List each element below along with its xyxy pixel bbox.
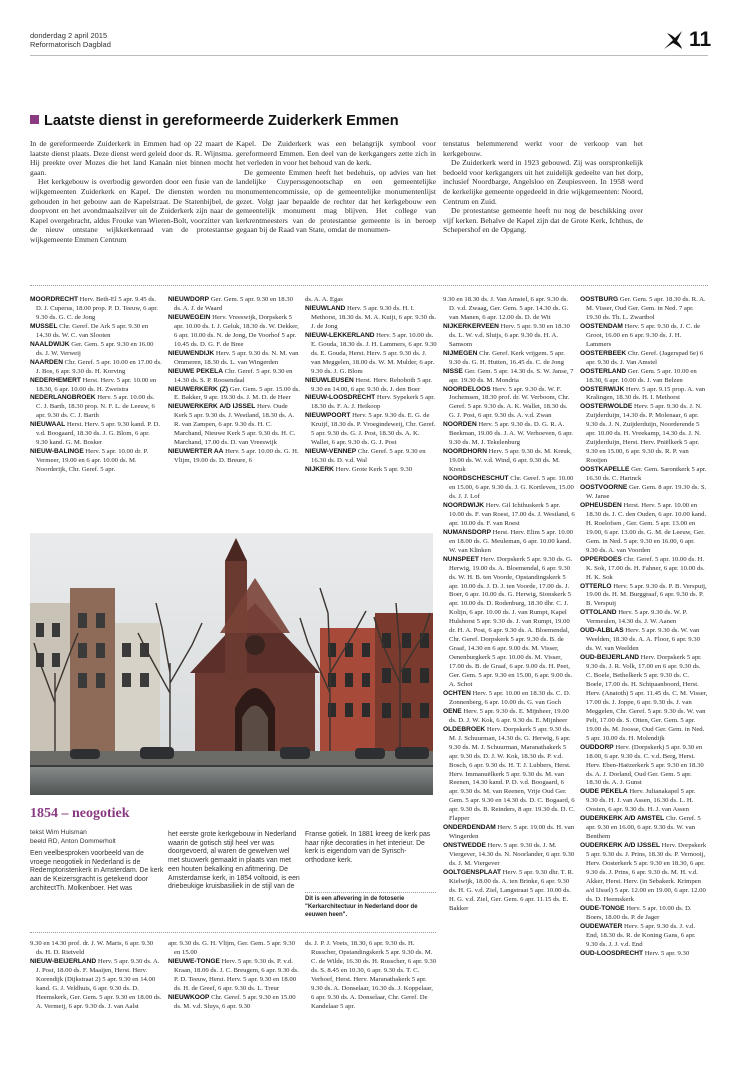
place-name: OPPERDOES	[580, 555, 622, 563]
service-times: Herv. 5 apr. 9.30 ds. J. N. Zuijderduijn, 14.30 ds. P. Molenaar, 6 apr. 9.30 ds. J. N. Zuijderduijn, Noorderende 5 apr. 10.00 ds. H. Vreekamp, 14.30 ds. J. N. Zuijderduijn, Herst. Herv. Pniëlkerk 5 apr. 9.30 en 15.00, 6 apr. 9.30 ds. R. P. van Rooijen	[586, 403, 702, 465]
listing-bottom-c	[305, 940, 437, 1062]
service-times: Herst. Herv. 5 apr. 10.00 en 18.30 ds. J. C. den Ouden, 6 apr. 10.00 kand. H. Roelofsen , Ger. Gem. 5 apr. 13.00 en 19.00, 6 apr. 13.00 ds. G. M. de Leeuw, Ger. Gem. in Ned. 5 apr. 9.30 en 16.00, 6 apr. 9.30 ds. A. van Voorden	[586, 501, 707, 554]
service-times: Herv. 5 apr. 9.30 ds. A. J. Post, 18.00 ds. F. Maaijen, Herst. Herv. Korendijk (Dijkstraat 2) 5 apr. 9.30 en 14.00 kand. G. J. Veldhuis, 6 apr. 9.30 ds. D. Heemskerk, Ger. Gem. 5 apr. 9.30 en 18.00 ds. A. Vermeij, 6 apr. 9.30 ds. J. van Aalst	[36, 957, 162, 1010]
list-item	[580, 556, 708, 583]
service-times: Chr. Geref. 5 apr. 9.30 en 15.00 ds. M. v.d. Sluys, 6 apr. 9.30	[174, 993, 296, 1010]
place-name: OOSTKAPELLE	[580, 466, 630, 474]
list-item	[580, 627, 708, 654]
list-item	[305, 296, 437, 305]
list-item	[168, 350, 300, 368]
place-name: NIEUW-VENNEP	[305, 448, 357, 456]
service-times: Herv. 5 apr. 10.00 dr. P. Vermeer, 19.00 en 6 apr. 10.00 ds. M. Noorderijk, Chr. Geref. 5 apr.	[36, 448, 149, 474]
place-name: NAARDEN	[30, 358, 63, 366]
section-divider	[30, 285, 708, 286]
caption-note-divider	[305, 892, 436, 893]
service-times: Herv. 5 apr. 9.30 ds. J. C. de Groot, 16.00 en 6 apr. 9.30 ds. J. H. Lammers	[586, 322, 701, 348]
header-meta	[30, 31, 111, 49]
place-name: NIEUWERTER AA	[168, 448, 224, 456]
caption-series-note: Dit is een aflevering in de fotoserie "Kerkarchitectuur in Nederland door de eeuwen heen".	[305, 896, 418, 918]
list-item	[168, 368, 300, 386]
service-times: Herv. Grote Kerk 5 apr. 9.30	[335, 466, 413, 474]
list-item	[443, 386, 575, 422]
place-name: OLDEBROEK	[443, 725, 486, 733]
list-item	[168, 403, 300, 448]
place-name: OOSTERWIJK	[580, 385, 625, 393]
list-item	[305, 940, 437, 1012]
place-name: NIEUWE-TONGE	[168, 957, 220, 965]
article-column-2	[236, 139, 436, 235]
list-item	[30, 377, 162, 395]
service-times: Herv. 5 apr. 9.15 prop. A. van Kralingen, 18.30 ds. H. I. Methorst	[586, 385, 706, 402]
service-times: Herv. 5 apr. 9.30	[644, 949, 690, 957]
service-times: Chr. Geref. 5 apr. 10.00 en 17.00 ds. J. Bos, 6 apr. 9.30 ds. H. Korving	[36, 358, 162, 375]
place-name: NEDERHEMERT	[30, 376, 81, 384]
list-item	[580, 923, 708, 950]
service-times: Herv. 5 apr. 9.30 ds. P. v.d. Kraan, 18.00 ds. J. C. Breugem, 6 apr. 9.30 ds. P. D. Teeuw, Herst. Herv. 5 apr. 9.30 en 18.00 ds. H. de Greef, 6 apr. 9.30 ds. L. Treur	[174, 957, 299, 992]
service-times: Chr. Geref. Kerk vrijgem. 5 apr. 9.30 ds. G. H. Hutten, 16.45 ds. C. de Jong	[449, 349, 565, 366]
list-item	[580, 842, 708, 905]
place-name: NUMANSDORP	[443, 528, 491, 536]
service-times: Herv. 5 apr. 9.30 ds. W. F. Jochemsen, 18.30 prof. dr. W. Verboom, Chr. Geref. 5 apr. 9.30 ds. A. K. Wallet, 18.30 ds. G. J. Post, 6 apr. 9.30 ds. A. v.d. Zwan	[449, 385, 570, 420]
list-item	[580, 788, 708, 815]
service-times: Ger. Gem. 5 apr. 9.30 en 18.30 ds. A. J. de Waard	[174, 296, 293, 312]
list-item	[580, 950, 708, 959]
place-name: OUD-ALBLAS	[580, 627, 624, 635]
list-item	[30, 296, 162, 323]
listing-column-b	[168, 296, 300, 532]
service-times: Ger. Gem. 5 apr. 15.00 ds. E. Bakker, 9 apr. 19.30 ds. J. M. D. de Heer	[174, 385, 300, 402]
service-times: Herv. 5 apr. 10.00 ds. D. Boers, 18.00 ds. P. de Jager	[586, 904, 692, 921]
service-times: Herv. 5 apr. 9.30 ds. D. G. R. A. Beekman, 19.00 ds. J. A. W. Verhoeven, 6 apr. 9.30 ds. M. J. Tekelenburg	[449, 421, 573, 447]
photo-caption-title: 1854 – neogotiek	[30, 806, 130, 821]
list-item	[30, 448, 162, 475]
list-item	[580, 654, 708, 744]
place-name: NOORDEN	[443, 421, 477, 429]
list-item	[580, 403, 708, 466]
list-item	[443, 869, 575, 914]
list-item	[580, 296, 708, 323]
place-name: NIEUWENDIJK	[168, 349, 215, 357]
list-item	[305, 448, 437, 466]
headline-square-icon	[30, 115, 39, 124]
service-times: Ger. Gem. 5 apr. 10.00 en 18.30, 6 apr. 10.00 ds. J. van Belzen	[586, 367, 697, 384]
list-item	[443, 475, 575, 502]
place-name: NIEUW-LEKKERLAND	[305, 331, 375, 339]
service-times: Herv. Vreeswijk, Dorpskerk 5 apr. 10.00 ds. I. J. Geluk, 18.30 ds. W. Dekker, 6 apr. 10.00 ds. N. de Jong, De Voorhof 5 apr. 10.45 ds. D. G. F. de Bree	[174, 313, 299, 348]
list-item	[443, 529, 575, 556]
service-times: Herv. 5 apr. 9.30 ds. W. van Weelden, 18.30 ds. A. A. Floor, 6 apr. 9.30 ds. W. van Weelden	[586, 627, 700, 653]
article-paragraph: tenstatus belemmerend werkt voor de verkoop van het kerkgebouw.	[443, 139, 643, 158]
service-times: Herv. Julianakapel 5 apr. 9.30 ds. H. J. van Assen, 16.30 ds. L. H. Oosten, 6 apr. 9.30 ds. H. J. van Assen	[586, 788, 696, 814]
service-times: apr. 9.30 ds. G. H. Vlijm, Ger. Gem. 5 apr. 9.30 en 15.00	[168, 940, 295, 956]
list-item	[443, 556, 575, 690]
list-item	[443, 726, 575, 824]
credit-text: tekst Wim Hulsman	[30, 829, 87, 836]
service-times: Ger. Gem. 5 apr. 18.30 ds. R. A. M. Visser, Oud Ger. Gem. in Ned. 7 apr. 19.30 ds. Th. L. Zwartbol	[586, 296, 706, 321]
header-date: donderdag 2 april 2015	[30, 31, 108, 40]
service-times: Herv. (Dorpskerk) 5 apr. 9.30 en 18.00, 6 apr. 9.30 ds. C. v.d. Berg, Herst. Herv. Eben-Haëzerkerk 5 apr. 9.30 en 18.30 ds. A. J. Dorland, Oud Ger. Gem. 5 apr. 18.30 ds. A. J. Gunst	[586, 743, 704, 787]
listing-column-a	[30, 296, 162, 532]
list-item	[168, 958, 300, 994]
place-name: OENE	[443, 707, 462, 715]
service-times: Herv. Gil Ichthuskerk 5 apr. 10.00 ds. F. van Roest, 17.00 ds. J. Westland, 6 apr. 10.00 ds. F. van Roest	[449, 501, 575, 527]
article-paragraph: Kapel. De Zuiderkerk was een belangrijk symbool voor gereformeerd Emmen. Een deel van de kerkgangers zette zich in het verleden in voor het behoud van de kerk.	[236, 139, 436, 168]
place-name: NIEUWPOORT	[305, 412, 351, 420]
service-times: ds. J. P. J. Voets, 18.30, 6 apr. 9.30 ds. H. Russcher, Opstandingskerk 5 apr. 9.30 ds. M. C. de Wilde, 16.30 ds. H. Russcher, 6 apr. 9.30 ds. S. 8.45 en 10.30, 6 apr. 9.30 ds. T. C. Verhoef, Herst. Herv. Maranathakerk 5 apr. 9.30 ds. A. Donselaar, 16.30 ds. J. Koppelaar, 6 apr. 9.30 ds. A. Donselaar, Chr. Geref. De Kandelaar 5 apr.	[305, 940, 437, 1010]
service-times: 9.30 en 14.30 prof. dr. J. W. Maris, 6 apr. 9.30 ds. H. D. Rietveld	[30, 940, 154, 956]
list-item	[443, 350, 575, 368]
church-photo	[30, 533, 433, 795]
service-times: Herv. Beth-El 5 apr. 9.45 ds. D. J. Cuperus, 18.00 prop. P. D. Teeuw, 6 apr. 9.30 ds. G. C. de Jong	[36, 296, 158, 321]
service-times: Herv. 5 apr. 9.30 dhr. T. R. Kielwijk, 18.00 ds. A. ten Brinke, 6 apr. 9.30 ds. H. G. v.d. Ziel, Langstraat 5 apr. 10.00 ds. H. G. v.d. Ziel, Ger. Gem. 6 apr. 11.15 ds. E. Bakker	[449, 869, 574, 912]
place-name: OOSTENDAM	[580, 322, 623, 330]
service-times: Chr. Geref. 5 apr. 9.30 en 16.30 ds. D. v.d. Wal	[311, 448, 426, 465]
place-name: NOORDELOOS	[443, 385, 491, 393]
list-item	[30, 421, 162, 448]
list-item	[580, 386, 708, 404]
article-paragraph: De Zuiderkerk werd in 1923 gebouwd. Zij was oorspronkelijk bedoeld voor kerkgangers uit het zuidelijk gedeelte van het dorp, inclusief Noordbarge, Angelsloo en Zeupiesveen. In 1958 werd de kerkelijke gemeente opgedeeld in drie wijkgemeenten: Noord, Centrum en Zuid.	[443, 158, 643, 206]
service-times: Chr. Geref. 5 apr. 9.30 en 14.30 ds. S. P. Roosendaal	[174, 367, 293, 384]
place-name: ONSTWEDDE	[443, 842, 486, 850]
list-item	[30, 940, 162, 958]
service-times: Herv. Sypekerk 5 apr. 18.30 ds. F. A. J. Heikoop	[311, 394, 435, 411]
place-name: NIEUWERKERK (Z)	[168, 385, 229, 393]
list-item	[443, 842, 575, 869]
place-name: NISSE	[443, 367, 463, 375]
list-item	[168, 386, 300, 404]
list-item	[168, 940, 300, 958]
listing-bottom-a	[30, 940, 162, 1062]
place-name: OOSTERBEEK	[580, 349, 627, 357]
place-name: NIEUW-BEIJERLAND	[30, 957, 97, 965]
article-headline	[30, 113, 399, 129]
listing-column-d	[443, 296, 575, 1062]
list-item	[305, 305, 437, 332]
service-times: Herst. Herv. Elim 5 apr. 10.00 en 18.00 ds. G. Meuleman, 6 apr. 10.00 kand. W. van Klinken	[449, 528, 574, 554]
service-times: Herv. 5 apr. 10.00 en 18.30 ds. C. D. Zonnenberg, 6 apr. 10.00 ds. G. van Goch	[449, 689, 571, 706]
service-times: Herv. Dorpskerk 5 apr. 9.30 ds. M. J. Schuurman, 14.30 ds. G. Herwig, 6 apr. 9.30 ds. M. J. Schuurman, Maranathakerk 5 apr. 9.30 ds. D. J. W. Kok, 18.30 ds. P. v.d. Bosch, 6 apr. 9.30 ds. H. T. J. Lubbers, Herst. Herv. Immanuëlkerk 5 apr. 9.30 ds. M. van Reenen, 14.30 kand. P. D. v.d. Boogaard, 6 apr. 9.30 ds. M. van Reenen, Vrije Oud Ger. Gem. 5 apr. 9.30 en 14.30 ds. D. C. Bogaard, 6 apr. 9.30 ds. B. Reinders, 8 apr. 19.30 ds. D. C. Flapper	[449, 725, 575, 823]
list-item	[580, 466, 708, 484]
place-name: NOORDWIJK	[443, 501, 485, 509]
place-name: OOSTERLAND	[580, 367, 627, 375]
service-times: Ger. Gem. 5 apr. 14.30 ds. S. W. Janse, 7 apr. 19.30 ds. M. Mondria	[449, 367, 574, 384]
service-times: Herv. 5 apr. 9.30 ds. E. Mijnheer, 19.00 ds. D. J. W. Kok, 6 apr. 9.30 ds. E. Mijnheer	[449, 707, 569, 724]
service-times: Herv. 5 apr. 9.30 ds. H. I. Methorst, 18.30 ds. M. A. Kuijt, 6 apr. 9.30 ds. J. de Jong	[311, 304, 437, 330]
article-paragraph: In de gereformeerde Zuiderkerk in Emmen had op 22 maart de laatste dienst plaats. Deze dienst werd geleid door ds. R. Wijnsma. Hij preekte over Mozes die het land Kanaän niet binnen mocht gaan.	[30, 139, 233, 177]
service-times: Ger. Gem. 8 apr. 19.30 ds. S. W. Janse	[586, 484, 707, 500]
service-times: Herv. 5 apr. 9.30 ds. M. Kreuk, 19.00 ds. W. v.d. Wind, 6 apr. 9.30 ds. M. Kreuk	[449, 448, 572, 474]
article-paragraph: De protestantse gemeente heeft nu nog de beschikking over vijf kerken. Behalve de Kapel zijn dat de Grote Kerk, Ichthus, de Schepershof en de Opgang.	[443, 206, 643, 235]
section-divider	[30, 932, 436, 933]
list-item	[305, 394, 437, 412]
place-name: NIEUWLEUSEN	[305, 376, 354, 384]
list-item	[30, 341, 162, 359]
place-name: NOORDSCHESCHUT	[443, 475, 509, 483]
service-times: Herv. Oude Kerk 5 apr. 9.30 ds. J. Westland, 18.30 ds. A. R. van Zampen, 6 apr. 9.30 ds. H. C. Marchand, Nieuwe Kerk 5 apr. 9.30 ds. H. C. Marchand, 17.00 ds. D. van Vreeswijk	[174, 403, 296, 447]
list-item	[443, 323, 575, 350]
service-times: Herst. Herv. 5 apr. 10.00 en 18.30, 6 apr. 10.00 ds. H. Zweistra	[36, 376, 157, 393]
list-item	[168, 448, 300, 466]
place-name: OTTERLO	[580, 582, 612, 590]
listing-bottom-b	[168, 940, 300, 1062]
article-title: Laatste dienst in gereformeerde Zuiderkerk Emmen	[44, 113, 399, 129]
place-name: OUDERKERK A/D AMSTEL	[580, 815, 665, 823]
place-name: NIEUWEGEIN	[168, 313, 211, 321]
service-times: Chr. Geref. 5 apr. 9.30 en 16.00, 6 apr. 9.30 ds. W. van Benthem	[586, 815, 701, 841]
list-item	[30, 359, 162, 377]
service-times: Herv. 5 apr. 10.00 ds. G. H. Vlijm, 19.00 ds. D. Breure, 6	[174, 448, 299, 465]
list-item	[580, 905, 708, 923]
list-item	[443, 690, 575, 708]
photo-credits	[30, 829, 116, 846]
list-item	[305, 412, 437, 448]
list-item	[580, 350, 708, 368]
service-times: Chr. Geref. (Jagerspad 6e) 6 apr. 9.30 ds. J. Van Amstel	[586, 349, 704, 366]
place-name: OOSTERWOLDE	[580, 403, 633, 411]
service-times: Herv. 5 apr. 9.30 ds. W. P. Vermeulen, 14.30 ds. J. W. Aanen	[586, 609, 688, 626]
place-name: OTTOLAND	[580, 609, 617, 617]
place-name: OUD-BEIJERLAND	[580, 654, 639, 662]
list-item	[580, 583, 708, 610]
listing-column-c	[305, 296, 437, 532]
service-times: 9.30 en 18.30 ds. J. Van Amstel, 6 apr. 9.30 ds. D. v.d. Zwaag, Ger. Gem. 5 apr. 14.30 ds. G. van Manen, 6 apr. 12.00 ds. D. de Wit	[443, 296, 569, 321]
article-paragraph: Het kerkgebouw is overbodig geworden door een fusie van de wijkgemeenten Zuiderkerk en Kapel. De diensten worden nu gehouden in het gebouw aan de Kapelstraat. De Statenbijbel, de doopvont en het avondmaalszilver uit de Zuiderkerk zijn naar de Kapel overgebracht, aldus Frouke van Wieren-Bolt, voorzitter van de nieuw ontstane wijkkerkenraad van de protestantse wijkgemeente Emmen Centrum	[30, 177, 233, 244]
place-name: OUDEWATER	[580, 922, 623, 930]
list-item	[580, 744, 708, 789]
service-times: Herst. Herv. 5 apr. 9.30 kand. P. D. v.d. Boogaard, 18.30 ds. J. G. Blom, 6 apr. 9.30 kand. G. M. Bosker	[36, 421, 161, 447]
place-name: MUSSEL	[30, 322, 58, 330]
place-name: NIEUWERKERK A/D IJSSEL	[168, 403, 256, 411]
list-item	[305, 466, 437, 475]
page-number: 11	[689, 28, 712, 51]
place-name: OPHEUSDEN	[580, 501, 622, 509]
place-name: OOSTBURG	[580, 296, 619, 303]
service-times: Herv. Dorpskerk 5 apr. 9.30 ds. J. R. Volk, 17.00 en 6 apr. 9.30 ds. C. Boele, Bethelkerk 5 apr. 9.30 ds. C. Boele, 17.00 ds. H. Schipaanboord, Herst. Herv. (Anatoth) 5 apr. 11.45 ds. C. M. Visser, 17.00 ds. J. Joppe, 6 apr. 9.30 ds. J. van Meggelen, Chr. Geref. 5 apr. 9.30 ds. W. van Pelt, 17.00 ds. S. Otten, Ger. Gem. 5 apr. 19.00 ds. M. Joosse, Oud Ger. Gem. in Ned. 5 apr. 10.00 ds. H. Molendijk	[586, 654, 708, 742]
place-name: ONDERDENDAM	[443, 824, 496, 832]
place-name: NAALDWIJK	[30, 340, 70, 348]
service-times: Herv. 5 apr. 9.30 ds. E. G. de Kruijf, 18.30 ds. P. Vroegindeweij, Chr. Geref. 5 apr. 9.30 ds. G. J. Post, 18.30 ds. A. K. Wallet, 6 apr. 9.30 ds. G. J. Post	[311, 412, 436, 447]
place-name: OUDERKERK A/D IJSSEL	[580, 842, 660, 850]
caption-column-1: Een veelbesproken voorbeeld van de vroege neogotiek in Nederland is de Redemptoristenkerk in Amsterdam. De kerk aan de Keizersgracht is getekend door architectTh. Molkenboer. Het was	[30, 850, 164, 892]
list-item	[30, 394, 162, 421]
place-name: NEDERLANGBROEK	[30, 394, 96, 402]
list-item	[168, 994, 300, 1012]
service-times: Herv. 5 apr. 9.30 ds. P. B. Verspuij, 19.00 ds. H. M. Burggraaf, 6 apr. 9.30 ds. P. B. Verspuij	[586, 582, 707, 608]
list-item	[305, 377, 437, 395]
place-name: NIEUWLAND	[305, 304, 346, 312]
place-name: OOLTGENSPLAAT	[443, 869, 501, 876]
place-name: OUDE-TONGE	[580, 904, 625, 912]
list-item	[305, 332, 437, 377]
list-item	[580, 502, 708, 556]
header-divider	[30, 55, 708, 56]
list-item	[580, 815, 708, 842]
service-times: Herv. 5 apr. 19.00 ds. H. van Wingerden	[449, 824, 575, 841]
place-name: OOSTVOORNE	[580, 484, 628, 492]
place-name: OUDDORP	[580, 743, 614, 751]
caption-column-3: Franse gotiek. In 1881 kreeg de kerk pas haar rijke decoraties in het interieur. De kerk is eigendom van de Syrisch-orthodoxe kerk.	[305, 831, 431, 865]
place-name: NIJKERK	[305, 466, 334, 474]
credit-photo: beeld RD, Anton Dommerholt	[30, 837, 116, 845]
service-times: ds. A. A. Egas	[305, 296, 343, 303]
article-paragraph: De gemeente Emmen heeft het bedehuis, op advies van het landelijke Cuyperssgenootschap en een gemeentelijke monumentencommissie, op de gemeentelijke monumentenlijst gezet. Volgt jaar bepaalde de rechter dat het kerkgebouw een gemeentelijk monument mag blijven. Het college van kerkrentmeesters van de protestantse gemeente is in beroep gegaan bij de Raad van State, omdat de monumen-	[236, 167, 436, 235]
list-item	[443, 502, 575, 529]
place-name: OCHTEN	[443, 689, 471, 697]
service-times: Herv. Dorpskerk 5 apr. 9.30 ds. J. Prins, 18.30 ds. P. Vernooij, Herv. Oosterkerk 5 apr. 9.30 en 18.30, 6 apr. 9.30 ds. J. Prins, 6 apr. 9.30 ds. M. H. v.d. Akker, Herst. Herv. (in Sebakerk. Krimpen a/d IJssel) 5 apr. 12.00 en 19.00, 6 apr. 12.00 ds. D. Heemskerk	[586, 842, 707, 903]
place-name: MOORDRECHT	[30, 296, 78, 303]
list-item	[443, 421, 575, 448]
service-times: Chr. Geref. 5 apr. 10.00 ds. H. K. Sok, 17.00 ds. H. Fahner, 6 apr. 10.00 ds. H. K. Sok	[586, 555, 705, 581]
list-item	[30, 323, 162, 341]
list-item	[580, 323, 708, 350]
place-name: OUDE PEKELA	[580, 788, 628, 796]
service-times: Ger. Gem. Sarontkerk 5 apr. 16.30 ds. C. Harinck	[586, 466, 707, 483]
service-times: Herv. Dorpskerk 5 apr. 9.30 ds. G. Herwig, 19.00 ds. A. Bloemendal, 6 apr. 9.30 ds. W. H. B. ten Voorde, Opstandingskerk 5 apr. 10.00 ds. J. D. J. ten Voorde, 17.00 ds. J. Boer, 6 apr. 10.00 ds. G. Herwig, Sionskerk 5 apr. 10.00 ds. D. Rodenburg, 18.30 dhr. C. J. Kolijn, 6 apr. 10.00 ds. J. van Rumpt, Kapel Hulshorst 5 apr. 9.30 ds. J. van Rumpt, 19.00 dr. H. A. Post, 6 apr. 9.30 ds. A. Bloemendal, Chr. Geref. Dorpskerk 5 apr. 9.30 ds. B. de Graaf, 14.30 en 6 apr. 9.00 ds. M. Visser, Oenenburgkerk 5 apr. 10.00 ds. M. Visser, 17.00 ds. B. de Graaf, 6 apr. 9.00 ds. H. Peet, Ger. Gem. 5 apr. 9.30 en 15.00, 6 apr. 9.00 ds. A. Schot	[449, 555, 573, 688]
article-column-1	[30, 139, 233, 245]
list-item	[443, 708, 575, 726]
place-name: NOORDHORN	[443, 448, 487, 456]
place-name: NUNSPEET	[443, 555, 479, 563]
list-item	[580, 484, 708, 502]
list-item	[30, 958, 162, 1012]
service-times: Herst. Herv. Rehoboth 5 apr. 9.30 en 14.00, 6 apr. 9.30 ds. J. den Boer	[311, 376, 433, 393]
list-item	[168, 296, 300, 314]
caption-column-2: het eerste grote kerkgebouw in Nederland waarin de gotisch stijl heel ver was doorgevoerd, al waren de gewelven wel met stucwerk gemaakt in plaats van met een houten bekalking en afitmering. De Amsterdamse kerk, in 1854 voltooid, is een driebeukige kruisbasiliek in de stijl van de	[168, 831, 300, 891]
service-times: Herv. 5 apr. 9.30 ds. J. v.d. End, 18.30 ds. R. de Koning Gans, 6 apr. 9.30 ds. J. J. v.d. End	[586, 922, 696, 948]
place-name: NIEUW-BALINGE	[30, 448, 84, 456]
list-item	[443, 368, 575, 386]
service-times: Herv. 5 apr. 9.30 ds. N. M. van Ommeren, 18.30 ds. L. van Wingerden	[174, 349, 299, 366]
service-times: Herv. 5 apr. 10.00 ds. E. Gouda, 18.30 ds. J. H. Lammers, 6 apr. 9.30 ds. E. Gouda, Herst. Herv. 5 apr. 9.30 ds. J. van Meggelen, 18.00 ds. W. M. Mulder, 6 apr. 9.30 ds. J. G. Blom	[311, 331, 437, 375]
place-name: NIEUW-LOOSDRECHT	[305, 394, 376, 402]
service-times: Ger. Gem. 5 apr. 9.30 en 16.00 ds. J. W. Verweij	[36, 340, 154, 357]
place-name: NIEUWAAL	[30, 421, 66, 429]
place-name: NIEUWDORP	[168, 296, 210, 303]
service-times: Herv. 5 apr. 9.30 ds. J. M. Viergever, 14.30 ds. N. Noorlander, 6 apr. 9.30 ds. J. M. Viergever	[449, 842, 575, 868]
listing-column-e	[580, 296, 708, 1062]
place-name: NIJMEGEN	[443, 349, 478, 357]
place-name: OUD-LOOSDRECHT	[580, 949, 644, 957]
service-times: Chr. Geref. 5 apr. 10.00 en 15.00, 6 apr. 9.30 ds. J. G. Kortleven, 15.00 ds. J. J. Lof	[449, 475, 574, 500]
service-times: Herv. 5 apr. 10.00 ds. C. J. Barth, 18.30 prop. N. F. L. de Leeuw, 6 apr. 9.30 ds. C. J. Barth	[36, 394, 155, 420]
list-item	[443, 824, 575, 842]
place-name: NIEUWKOOP	[168, 993, 210, 1001]
service-times: Chr. Geref. De Ark 5 apr. 9.30 en 14.30 ds. W. C. van Slooten	[36, 322, 149, 339]
place-name: NIEUWE PEKELA	[168, 367, 223, 375]
newspaper-logo-icon	[662, 29, 684, 51]
article-column-3	[443, 139, 643, 235]
header-paper: Reformatorisch Dagblad	[30, 40, 111, 49]
list-item	[168, 314, 300, 350]
list-item	[580, 368, 708, 386]
service-times: Herv. 5 apr. 9.30 en 18.30 ds. L. W. v.d. Sluijs, 6 apr. 9.30 ds. H. A. Samsom	[449, 322, 570, 348]
list-item	[443, 296, 575, 323]
list-item	[580, 609, 708, 627]
list-item	[443, 448, 575, 475]
place-name: NIJKERKERVEEN	[443, 322, 499, 330]
